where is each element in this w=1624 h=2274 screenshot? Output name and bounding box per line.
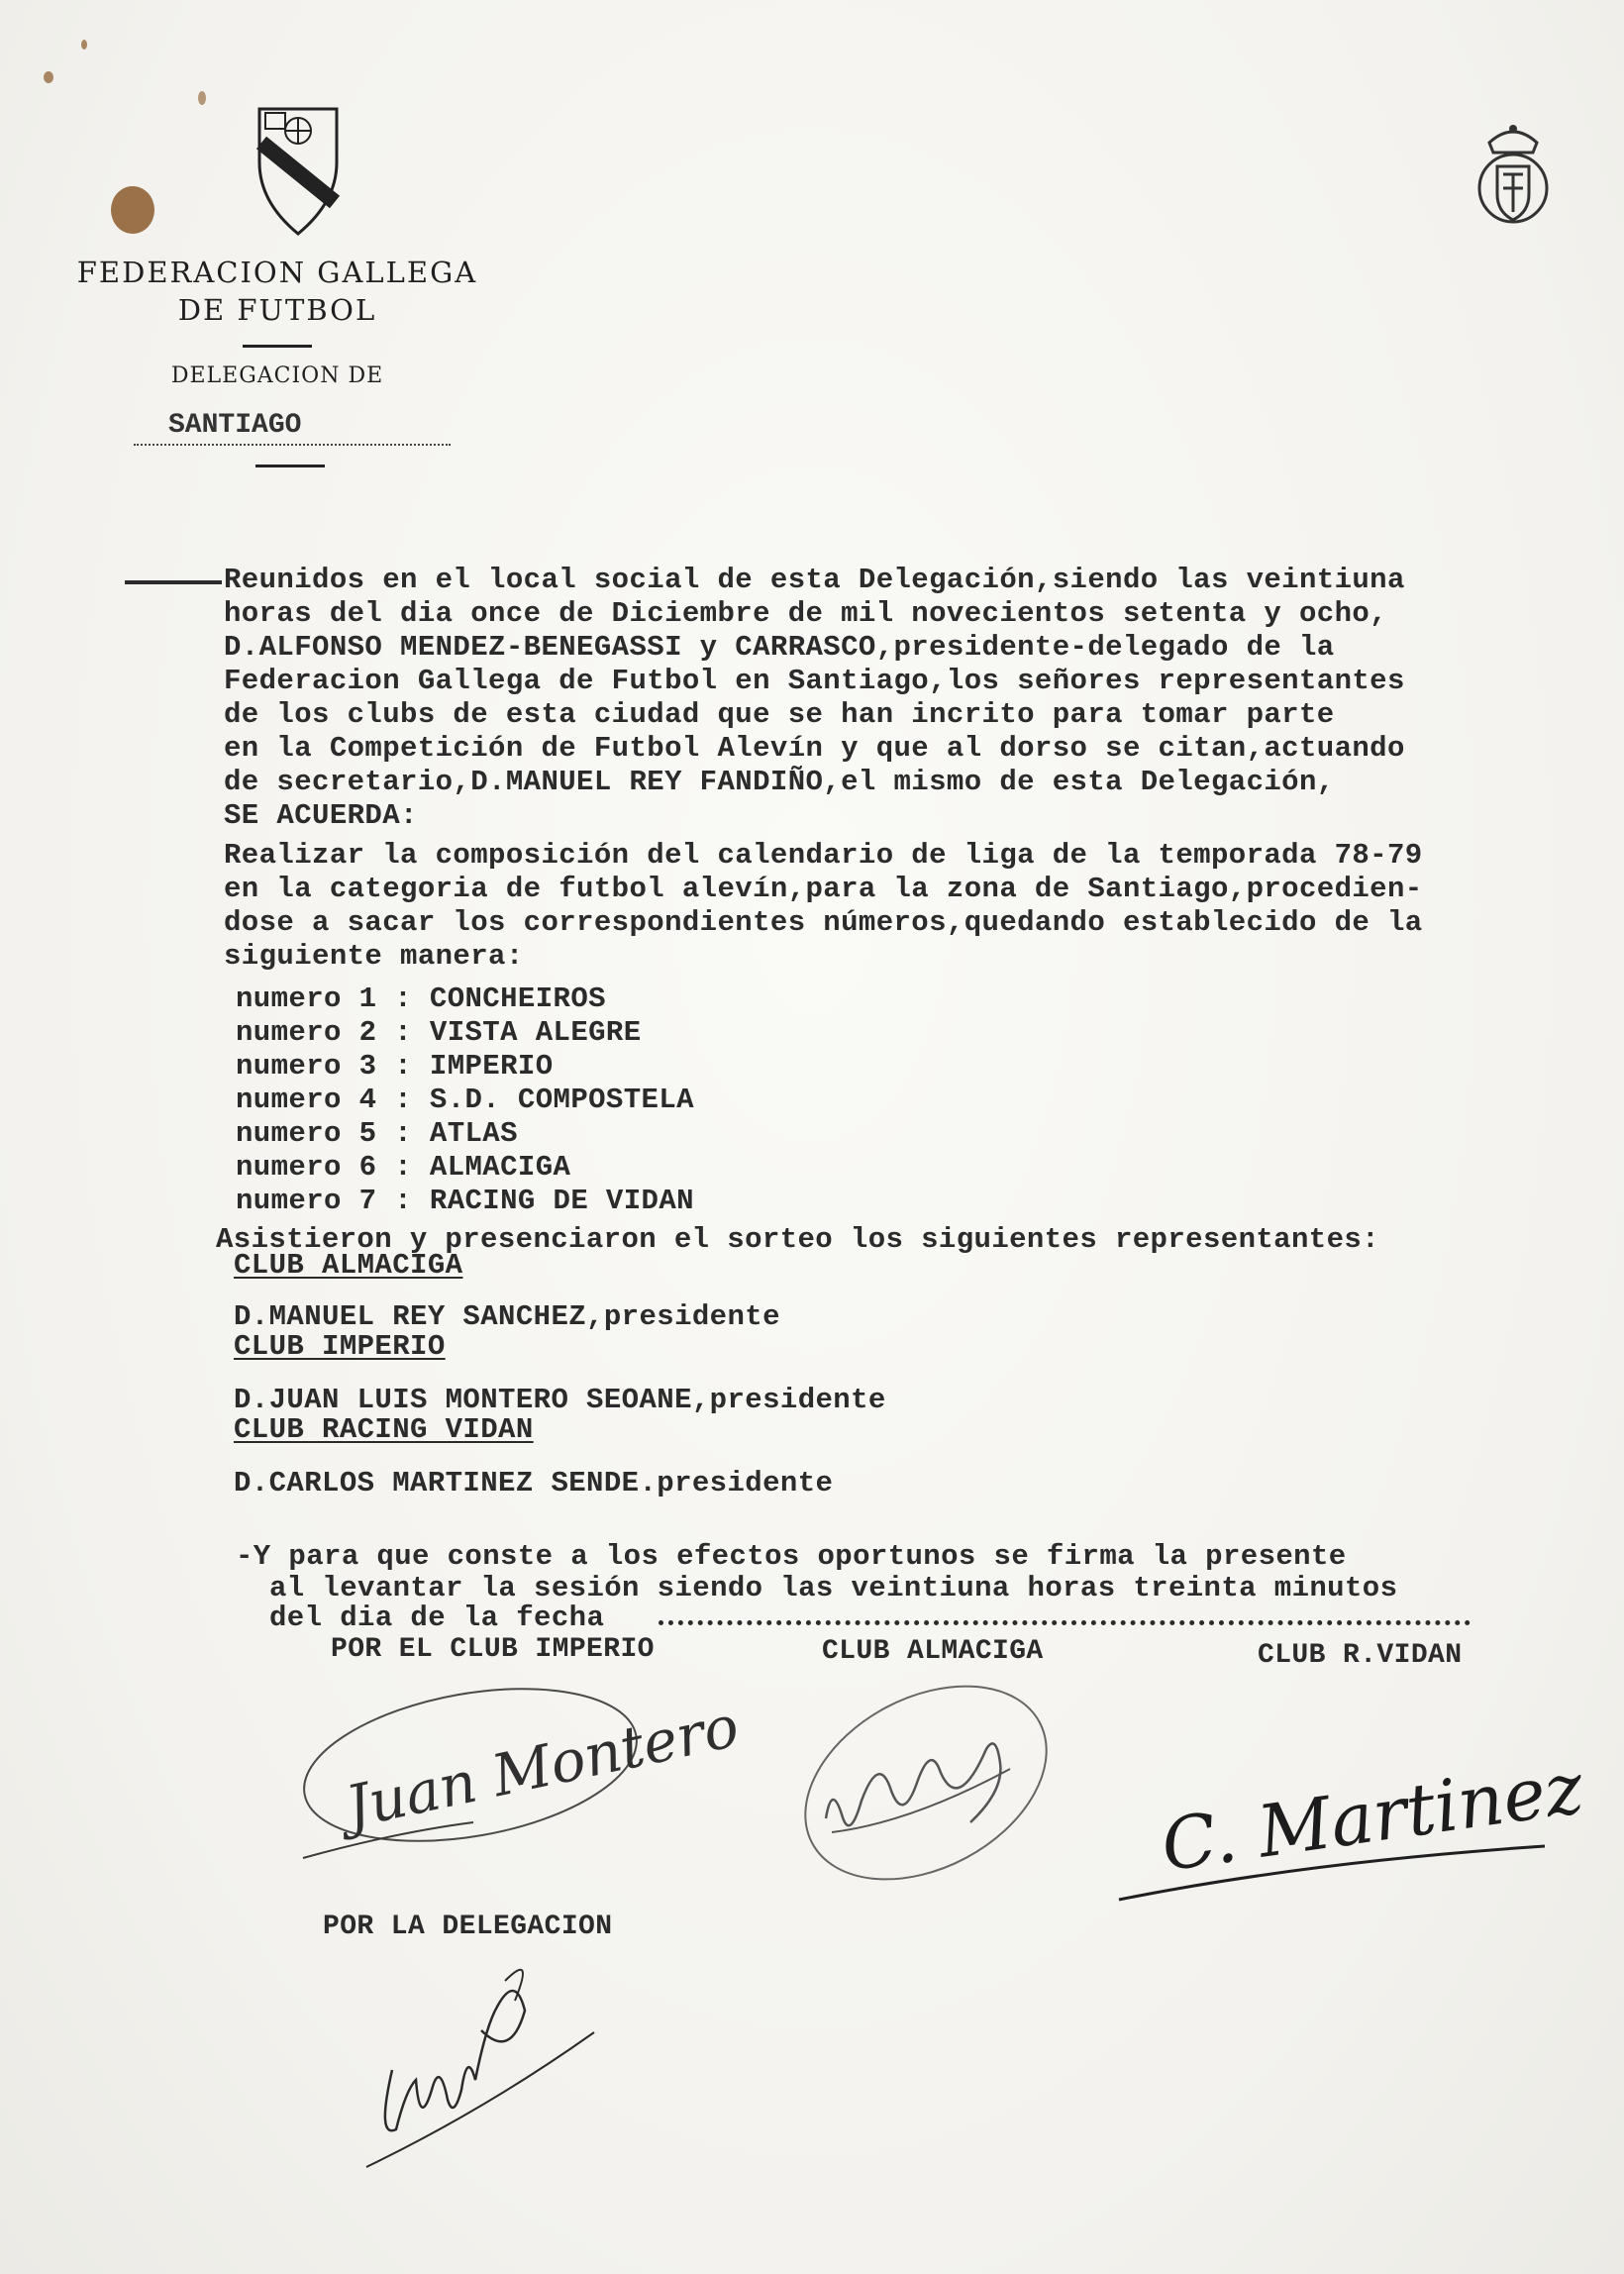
agreement-line: Realizar la composición del calendario de liga de la temporada 78-79: [224, 839, 1423, 872]
coffee-stain: [198, 91, 206, 105]
attendee-club: CLUB RACING VIDAN: [234, 1413, 534, 1446]
draw-number: 2: [358, 1016, 377, 1049]
signature-delegacion: [337, 1941, 614, 2179]
org-name-line1: FEDERACION GALLEGA: [76, 256, 478, 289]
closing-dotted-line: [659, 1620, 1471, 1625]
draw-separator: :: [394, 1185, 413, 1217]
agreement-line: siguiente manera:: [224, 940, 524, 973]
draw-label: numero: [236, 1050, 342, 1083]
agreement-line: en la categoria de futbol alevín,para la zona de Santiago,procedien-: [224, 873, 1423, 905]
draw-label: numero: [236, 1084, 342, 1116]
paragraph-lead-dash: [125, 580, 222, 584]
attendee-rep: D.JUAN LUIS MONTERO SEOANE,presidente: [234, 1384, 886, 1416]
draw-label: numero: [236, 982, 342, 1015]
federation-crest-icon: [255, 103, 341, 238]
draw-row: [236, 982, 606, 1015]
draw-separator: :: [394, 1117, 413, 1150]
agreement-heading: SE ACUERDA:: [224, 799, 418, 832]
letterhead: [59, 256, 495, 388]
signature-label-vidan: CLUB R.VIDAN: [1258, 1640, 1463, 1671]
draw-separator: :: [394, 1151, 413, 1184]
signature-label-delegacion: POR LA DELEGACION: [323, 1912, 613, 1942]
signature-vidan: [1109, 1723, 1588, 1912]
draw-club: IMPERIO: [429, 1050, 554, 1083]
closing-line: al levantar la sesión siendo las veintiuna horas treinta minutos: [269, 1572, 1398, 1604]
closing-line: -Y para que conste a los efectos oportunos se firma la presente: [236, 1540, 1347, 1573]
coffee-stain: [81, 40, 87, 50]
signature-almaciga: [792, 1674, 1069, 1882]
draw-club: ATLAS: [429, 1117, 518, 1150]
draw-row: [236, 1185, 694, 1217]
delegation-city: SANTIAGO: [168, 410, 302, 441]
draw-separator: :: [394, 982, 413, 1015]
paragraph-line: de los clubs de esta ciudad que se han incrito para tomar parte: [224, 698, 1335, 731]
draw-club: VISTA ALEGRE: [429, 1016, 642, 1049]
paragraph-line: Reunidos en el local social de esta Delegación,siendo las veintiuna: [224, 564, 1405, 596]
draw-label: numero: [236, 1185, 342, 1217]
signature-label-almaciga: CLUB ALMACIGA: [822, 1636, 1044, 1667]
draw-separator: :: [394, 1084, 413, 1116]
draw-club: CONCHEIROS: [429, 982, 606, 1015]
svg-text:Juan Montero: Juan Montero: [340, 1692, 745, 1841]
draw-number: 6: [358, 1151, 377, 1184]
paragraph-line: horas del dia once de Diciembre de mil novecientos setenta y ocho,: [224, 597, 1387, 630]
signature-imperio: [297, 1674, 745, 1872]
draw-label: numero: [236, 1117, 342, 1150]
attendees-intro: Asistieron y presenciaron el sorteo los siguientes representantes:: [216, 1223, 1379, 1256]
svg-text:C. Martinez: C. Martinez: [1156, 1745, 1588, 1888]
draw-row: [236, 1151, 570, 1184]
draw-number: 7: [358, 1185, 377, 1217]
paragraph-line: en la Competición de Futbol Alevín y que al dorso se citan,actuando: [224, 732, 1405, 765]
draw-row: [236, 1084, 694, 1116]
closing-line: del dia de la fecha: [269, 1602, 605, 1634]
draw-number: 4: [358, 1084, 377, 1116]
signature-label-imperio: POR EL CLUB IMPERIO: [331, 1634, 655, 1665]
city-dotted-line: [134, 444, 451, 446]
org-name-line2: DE FUTBOL: [177, 293, 377, 327]
draw-club: ALMACIGA: [429, 1151, 571, 1184]
agreement-line: dose a sacar los correspondientes números,quedando establecido de la: [224, 906, 1423, 939]
draw-club: S.D. COMPOSTELA: [429, 1084, 694, 1116]
draw-number: 5: [358, 1117, 377, 1150]
draw-number: 3: [358, 1050, 377, 1083]
coffee-stain: [44, 71, 53, 83]
draw-label: numero: [236, 1016, 342, 1049]
draw-label: numero: [236, 1151, 342, 1184]
draw-row: [236, 1117, 518, 1150]
letterhead-divider-bottom: [255, 465, 325, 467]
attendee-rep: D.CARLOS MARTINEZ SENDE.presidente: [234, 1467, 834, 1499]
draw-separator: :: [394, 1050, 413, 1083]
draw-number: 1: [358, 982, 377, 1015]
draw-row: [236, 1016, 642, 1049]
delegation-label: DELEGACION DE: [170, 363, 384, 388]
attendee-club: CLUB IMPERIO: [234, 1330, 446, 1363]
attendee-club: CLUB ALMACIGA: [234, 1249, 463, 1282]
royal-federation-crest-icon: [1475, 117, 1551, 228]
draw-club: RACING DE VIDAN: [429, 1185, 694, 1217]
paragraph-line: D.ALFONSO MENDEZ-BENEGASSI y CARRASCO,presidente-delegado de la: [224, 631, 1335, 664]
draw-row: [236, 1050, 554, 1083]
paragraph-line: de secretario,D.MANUEL REY FANDIÑO,el mismo de esta Delegación,: [224, 766, 1335, 798]
coffee-stain: [111, 186, 154, 234]
draw-separator: :: [394, 1016, 413, 1049]
letterhead-divider: [243, 345, 312, 348]
attendee-rep: D.MANUEL REY SANCHEZ,presidente: [234, 1300, 780, 1333]
paragraph-line: Federacion Gallega de Futbol en Santiago,los señores representantes: [224, 665, 1405, 697]
